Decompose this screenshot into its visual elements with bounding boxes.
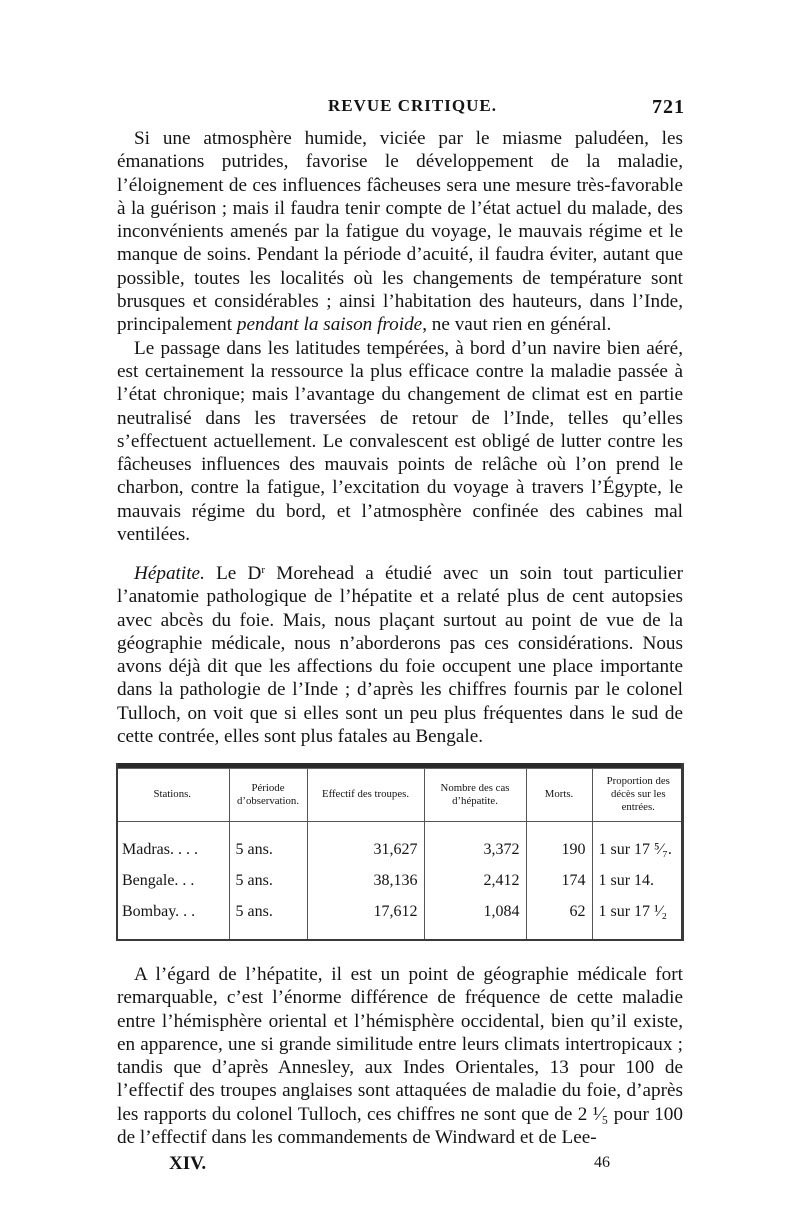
header-nombre-cas: Nombre des cas d’hépatite. xyxy=(424,769,526,822)
doctor-title-sup: r xyxy=(261,563,266,576)
table-row xyxy=(116,865,684,896)
cell-morts: 174 xyxy=(526,865,592,896)
paragraph-closing: A l’égard de l’hépatite, il est un point de géographie médicale fort remarquable, c’est l’énorme différence de fréquence de cette maladie entre l’hémisphère oriental et l’hémisphère occidental, bien qu’il existe, en apparence, une si grande similitude entre leurs climats intertropicaux ; tandis que d’après Annesley, aux Indes Orientales, 13 pour 100 de l’effectif des troupes anglaises sont attaquées de maladie du foie, d’après les rapports du colonel Tulloch, ces chiffres ne sont que de 2 ¹⁄₅ pour 100 de l’effectif dans les commandements de Windward et de Lee- xyxy=(117,964,683,1149)
header-effectif: Effectif des troupes. xyxy=(307,769,424,822)
emphasis-saison-froide: pendant la saison froide xyxy=(236,314,423,336)
cell-period: 5 ans. xyxy=(229,834,307,865)
data-table xyxy=(116,769,684,939)
cell-morts: 62 xyxy=(526,896,592,927)
text-block-hepatite xyxy=(117,562,683,748)
table-header-row xyxy=(116,769,684,822)
table-spacer-row xyxy=(116,822,684,835)
header-period: Période d’observation. xyxy=(229,769,307,822)
cell-proportion: 1 sur 14. xyxy=(592,865,684,896)
table-row xyxy=(116,896,684,927)
table-bottom-rule xyxy=(116,939,684,941)
sheet-number: 46 xyxy=(594,1154,610,1171)
cell-morts: 190 xyxy=(526,834,592,865)
paragraph-atmosphere-end: , ne vaut rien en général. xyxy=(422,314,612,336)
cell-period: 5 ans. xyxy=(229,865,307,896)
doctor-title: D xyxy=(247,563,262,584)
cell-effectif: 31,627 xyxy=(307,834,424,865)
cell-station: Bombay. . . xyxy=(122,902,196,920)
text-block-closing xyxy=(117,963,683,1149)
section-lead-hepatite: Hépatite. xyxy=(134,563,205,584)
table-frame-right xyxy=(681,763,684,941)
cell-station: Madras. . . . xyxy=(122,840,198,858)
header-proportion: Proportion des décès sur les entrées. xyxy=(592,769,684,822)
cell-station: Bengale. . . xyxy=(122,871,195,889)
cell-cas: 1,084 xyxy=(424,896,526,927)
running-title: REVUE CRITIQUE. xyxy=(328,96,497,115)
page-number: 721 xyxy=(652,96,685,118)
signature-mark: XIV. xyxy=(169,1153,207,1174)
cell-period: 5 ans. xyxy=(229,896,307,927)
cell-effectif: 38,136 xyxy=(307,865,424,896)
table-spacer-row xyxy=(116,927,684,939)
cell-proportion: 1 sur 17 ⁵⁄₇. xyxy=(592,834,684,865)
running-head xyxy=(118,96,685,122)
hepatite-table xyxy=(116,763,684,941)
paragraph-hepatite-text: Morehead a étudié avec un soin tout particulier l’anatomie pathologique de l’hépatite et a relaté plus de cent autopsies avec abcès du foie. Mais, nous plaçant surtout au point de vue de la géographie médicale, nous n’aborderons pas ces considérations. Nous avons déjà dit que les affections du foie occupent une place importante dans la pathologie de l’Inde ; d’après les chiffres fournis par le colonel Tulloch, on voit que si elles sont un peu plus fréquentes dans le sud de cette contrée, elles sont plus fatales au Bengale. xyxy=(117,563,683,748)
table-row xyxy=(116,834,684,865)
cell-cas: 2,412 xyxy=(424,865,526,896)
cell-cas: 3,372 xyxy=(424,834,526,865)
paragraph-passage: Le passage dans les latitudes tempérées, à bord d’un navire bien aéré, est certainement la ressource la plus efficace contre la maladie passée à l’état chronique; mais l’avantage du changement de climat est en partie neutralisé dans les traversées de retour de l’Inde, telles qu’elles s’effectuent actuellement. Le convalescent est obligé de lutter contre les fâcheuses influences des mauvais points de relâche où l’on prend le charbon, contre la fatigue, l’excitation du voyage à travers l’Égypte, le mauvais régime du bord, et l’atmosphère confinée des cabines mal ventilées. xyxy=(117,337,683,546)
table-frame-left xyxy=(116,763,118,941)
header-morts: Morts. xyxy=(526,769,592,822)
paragraph-atmosphere xyxy=(117,127,683,337)
header-stations: Stations. xyxy=(116,769,229,822)
text-block-top xyxy=(117,127,683,546)
cell-effectif: 17,612 xyxy=(307,896,424,927)
cell-proportion: 1 sur 17 ¹⁄₂ xyxy=(592,896,684,927)
paragraph-hepatite: Hépatite. Le $D^r$ Morehead a étudié avec un soin tout particulier l’anatomie pathologique de l’hépatite et a relaté plus de cent autopsies avec abcès du foie. Mais, nous plaçant surtout au point de vue de la géographie médicale, nous n’aborderons pas ces considérations. Nous avons déjà dit que les affections du foie occupent une place importante dans la pathologie de l’Inde ; d’après les chiffres fournis par le colonel Tulloch, on voit que si elles sont un peu plus fréquentes dans le sud de cette contrée, elles sont plus fatales au Bengale. xyxy=(117,563,683,748)
paragraph-atmosphere-text: Si une atmosphère humide, viciée par le miasme paludéen, les émanations putrides, favorise le développement de la maladie, l’éloignement de ces influences fâcheuses sera une mesure très-favorable à la guérison ; mais il faudra tenir compte de l’état actuel du malade, des inconvénients amenés par la fatigue du voyage, le mauvais régime et le manque de soins. Pendant la période d’acuité, il faudra éviter, autant que possible, toutes les localités où les changements de température sont brusques et considérables ; ainsi l’habitation des hauteurs, dans l’Inde, principalement xyxy=(117,128,683,336)
